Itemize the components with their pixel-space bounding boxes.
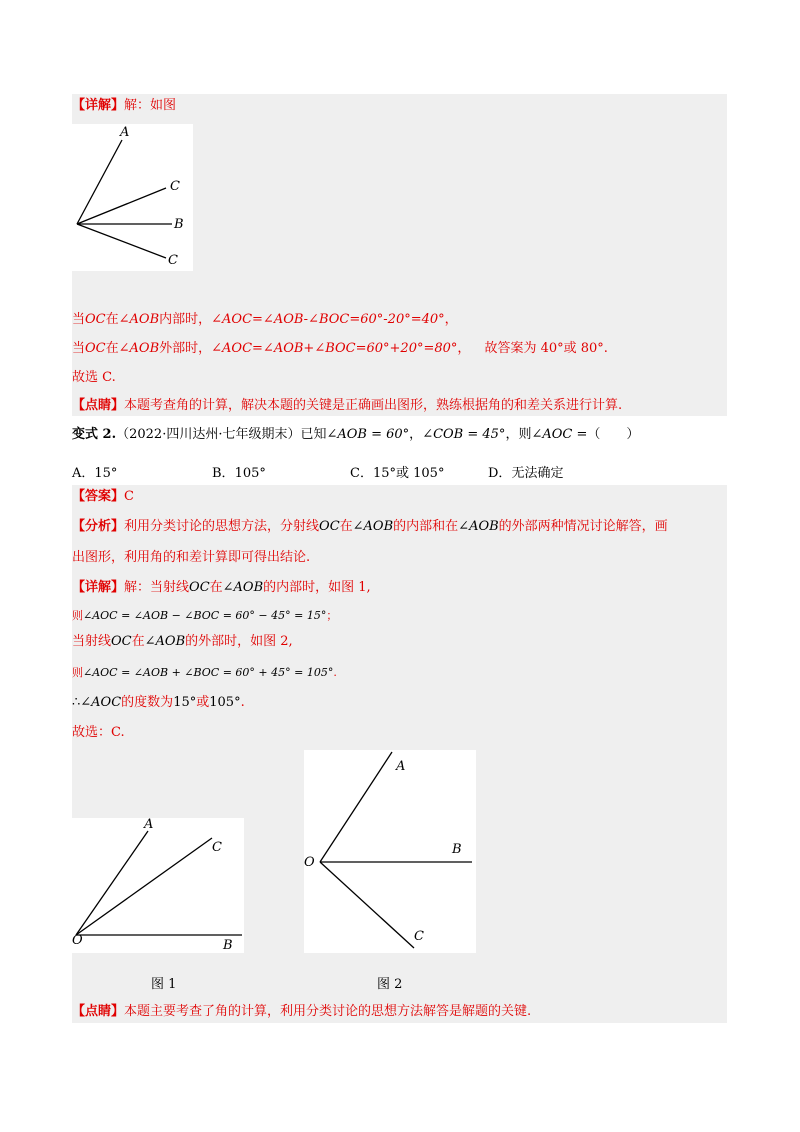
- fig2-label-o: O: [304, 855, 315, 870]
- option-b[interactable]: B．105°: [212, 466, 266, 481]
- fig1-label-a: A: [144, 818, 154, 832]
- figure-2-caption: 图 2: [377, 977, 403, 992]
- label-c-lower: C: [168, 253, 178, 268]
- case-outside-line-2: 当射线OC在∠AOB的外部时，如图 2,: [72, 634, 293, 649]
- label-a: A: [120, 125, 130, 140]
- fig2-label-b: B: [452, 842, 462, 857]
- analysis-line-1: 【分析】利用分类讨论的思想方法，分射线OC在∠AOB的内部和在∠AOB的外部两种情况讨论解答，画: [72, 519, 668, 534]
- case-inside-line: 当OC在∠AOB内部时，∠AOC=∠AOB-∠BOC=60°-20°=40°，: [72, 312, 458, 327]
- figure-2: [304, 750, 476, 953]
- case-outside-line: 当OC在∠AOB外部时，∠AOC=∠AOB+∠BOC=60°+20°=80°， 故答案为 40°或 80°.: [72, 341, 608, 356]
- figure-angle-diagram: [72, 124, 193, 271]
- variant-question: 变式 2.（2022·四川达州·七年级期末）已知∠AOB = 60°，∠COB = 45°，则∠AOC =（ ）: [72, 427, 640, 442]
- label-b: B: [174, 217, 184, 232]
- fig1-label-b: B: [223, 938, 233, 953]
- choose-line-2: 故选：C.: [72, 725, 125, 740]
- fig1-label-o: O: [72, 933, 83, 948]
- fig1-label-c: C: [212, 840, 222, 855]
- conclusion-line: ∴∠AOC的度数为15°或105°.: [72, 695, 245, 710]
- option-d[interactable]: D．无法确定: [488, 466, 564, 481]
- option-a[interactable]: A．15°: [72, 466, 118, 481]
- calc-line-1: 则∠AOC = ∠AOB − ∠BOC = 60° − 45° = 15°；: [72, 609, 338, 622]
- detail-line-2: 【详解】解：当射线OC在∠AOB的内部时，如图 1,: [72, 580, 371, 595]
- option-c[interactable]: C．15°或 105°: [350, 466, 445, 481]
- detail-text: 解：如图: [124, 98, 177, 113]
- point-line-1: 【点睛】本题考查角的计算，解决本题的关键是正确画出图形，熟练根据角的和差关系进行计算.: [72, 398, 623, 413]
- fig2-label-a: A: [396, 759, 406, 774]
- figure-1: [72, 818, 244, 953]
- fig2-label-c: C: [414, 929, 424, 944]
- choose-line-1: 故选 C.: [72, 370, 116, 385]
- point-line-2: 【点睛】本题主要考查了角的计算，利用分类讨论的思想方法解答是解题的关键.: [72, 1004, 532, 1019]
- analysis-line-2: 出图形，利用角的和差计算即可得出结论.: [72, 550, 311, 565]
- answer-line: 【答案】C: [72, 489, 134, 504]
- detail-tag: 【详解】: [72, 98, 125, 113]
- detail-line-1: [72, 97, 176, 115]
- calc-line-2: 则∠AOC = ∠AOB + ∠BOC = 60° + 45° = 105°.: [72, 666, 337, 679]
- label-c-upper: C: [170, 179, 180, 194]
- variant-label: 变式 2.: [72, 427, 117, 442]
- figure-1-caption: 图 1: [151, 977, 177, 992]
